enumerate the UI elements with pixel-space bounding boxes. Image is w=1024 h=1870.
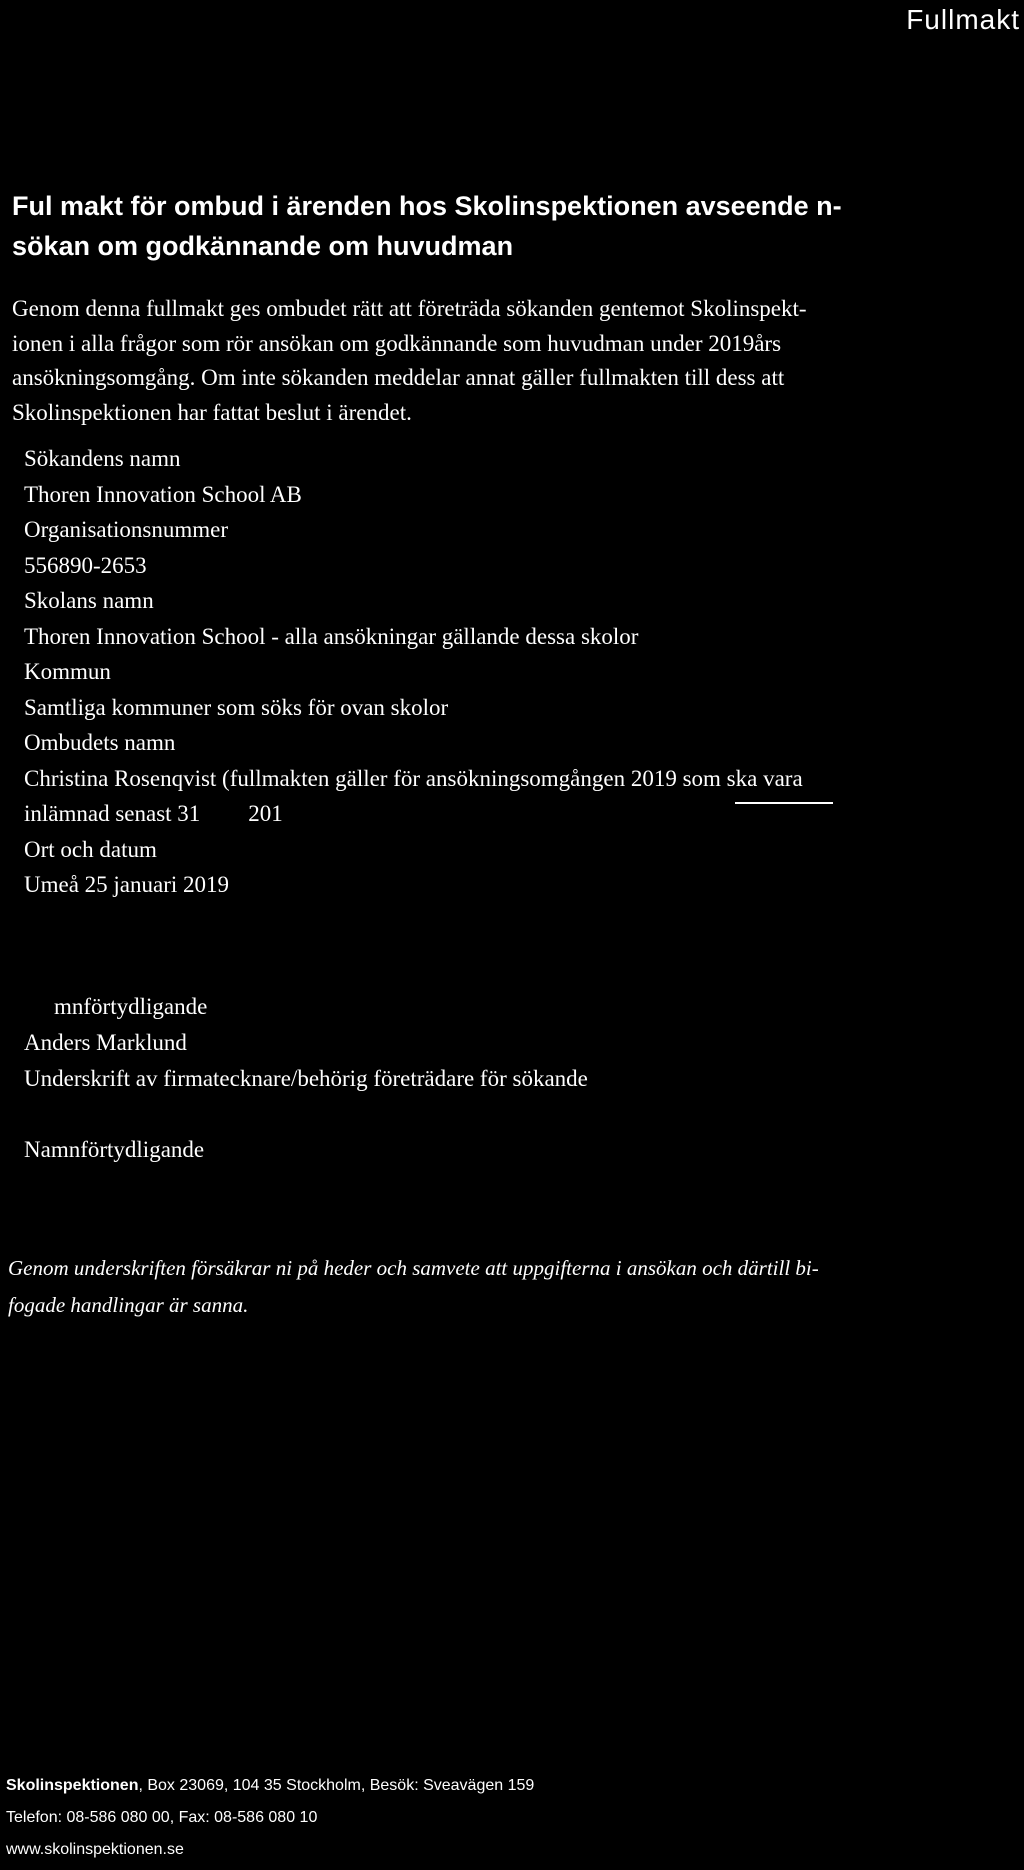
- name-clarification-label: Namnförtydligande: [24, 1137, 205, 1162]
- footer-org-name: Skolinspektionen: [6, 1777, 139, 1794]
- title-line-2: sökan om godkännande om huvudman: [12, 231, 514, 261]
- footer-address: , Box 23069, 104 35 Stockholm, Besök: Sveavägen 159: [138, 1777, 535, 1794]
- deadline-text: inlämnad senast 31: [24, 801, 201, 826]
- declaration-text: [8, 1250, 1018, 1324]
- intro-line-3: ansökningsomgång. Om inte sökanden meddelar annat gäller fullmakten till dess att: [12, 365, 785, 390]
- agent-value-line-1: Christina Rosenqvist (fullmakten gäller för ansökningsomgången 2019 som ska vara: [24, 765, 803, 791]
- form-fields: [24, 441, 1014, 903]
- declaration-line-2: fogade handlingar är sanna.: [8, 1293, 249, 1317]
- signature-block: [24, 989, 588, 1097]
- name-clarification-partial: mnförtydligande: [54, 994, 208, 1019]
- title-line-1: Ful makt för ombud i ärenden hos Skolinspektionen avseende n-: [12, 191, 842, 221]
- document-type-label: Fullmakt: [906, 4, 1020, 35]
- municipality-value: Samtliga kommuner som söks för ovan skolor: [24, 694, 449, 720]
- intro-line-4: Skolinspektionen har fattat beslut i ärendet.: [12, 399, 412, 425]
- document-title: [12, 186, 1012, 266]
- applicant-label: Sökandens namn: [24, 446, 181, 471]
- municipality-label: Kommun: [24, 659, 111, 684]
- orgnr-label: Organisationsnummer: [24, 517, 228, 542]
- intro-line-2: ionen i alla frågor som rör ansökan om godkännande som huvudman under 2019års: [12, 330, 782, 356]
- school-label: Skolans namn: [24, 588, 154, 613]
- intro-paragraph: [12, 292, 1012, 430]
- place-date-value: Umeå 25 januari 2019: [24, 872, 230, 897]
- footer-website[interactable]: www.skolinspektionen.se: [6, 1841, 184, 1858]
- footer: [6, 1770, 534, 1866]
- declaration-line-1: Genom underskriften försäkrar ni på heder och samvete att uppgifterna i ansökan och därtill bi-: [8, 1256, 819, 1280]
- signer-name: Anders Marklund: [24, 1030, 187, 1055]
- deadline-year: 201: [248, 801, 283, 826]
- intro-line-1: Genom denna fullmakt ges ombudet rätt att företräda sökanden gentemot Skolinspekt-: [12, 296, 807, 321]
- handwritten-underline: [735, 802, 833, 804]
- school-value: Thoren Innovation School - alla ansökningar gällande dessa skolor: [24, 623, 639, 649]
- orgnr-value: 556890-2653: [24, 552, 147, 578]
- footer-phone: Telefon: 08-586 080 00, Fax: 08-586 080 10: [6, 1809, 318, 1826]
- applicant-value: Thoren Innovation School AB: [24, 481, 302, 507]
- agent-value-line-2: [24, 796, 1014, 832]
- place-date-label: Ort och datum: [24, 836, 157, 862]
- signature-label: Underskrift av firmatecknare/behörig företrädare för sökande: [24, 1066, 588, 1091]
- footer-address-line: [6, 1770, 534, 1802]
- agent-label: Ombudets namn: [24, 730, 176, 755]
